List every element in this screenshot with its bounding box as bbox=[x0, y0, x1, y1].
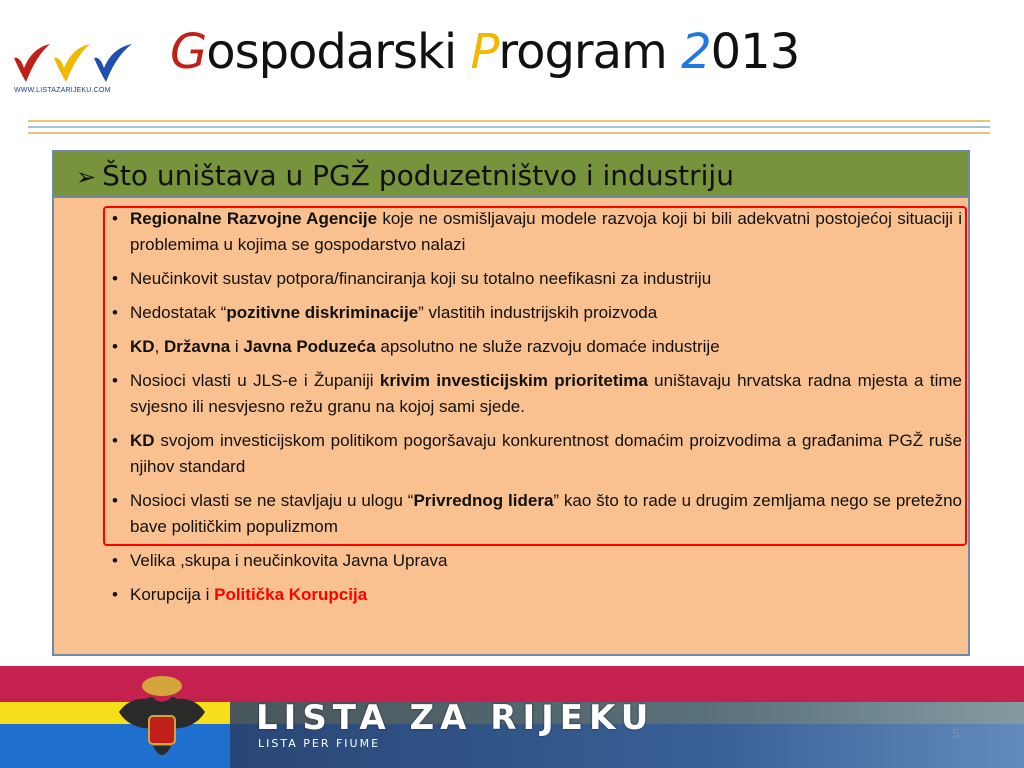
list-item: • KD svojom investicijskom politikom pogoršavaju konkurentnost domaćim proizvodima a građanima PGŽ ruše njihov standard bbox=[90, 428, 962, 480]
list-item: • Nosioci vlasti u JLS-e i Županiji krivim investicijskim prioritetima uništavaju hrvatska radna mjesta a time svjesno ili nesvjesno režu granu na kojoj sami sjede. bbox=[90, 368, 962, 420]
page-number: 5 bbox=[952, 726, 960, 741]
highlight-frame bbox=[103, 206, 967, 546]
page-title: Gospodarski Program 2013 bbox=[170, 24, 800, 80]
rijeka-coat-of-arms-icon bbox=[113, 672, 211, 766]
logo-url-text: WWW.LISTAZARIJEKU.COM bbox=[14, 87, 111, 94]
divider-line bbox=[28, 132, 990, 134]
arrow-bullet-icon: ➢ bbox=[76, 163, 97, 191]
list-item: • Velika ,skupa i neučinkovita Javna Uprava bbox=[90, 548, 962, 574]
divider-line bbox=[28, 120, 990, 122]
list-item: • Nosioci vlasti se ne stavljaju u ulogu “Privrednog lidera” kao što to rade u drugim zemljama nego se pretežno bave političkim populizmom bbox=[90, 488, 962, 540]
divider-line bbox=[28, 126, 990, 128]
list-item: • Neučinkovit sustav potpora/financiranja koji su totalno neefikasni za industriju bbox=[90, 266, 962, 292]
footer-subtitle: LISTA PER FIUME bbox=[258, 737, 381, 750]
list-item: • KD, Državna i Javna Poduzeća apsolutno ne služe razvoju domaće industrije bbox=[90, 334, 962, 360]
list-item: • Korupcija i Politička Korupcija bbox=[90, 582, 962, 608]
list-item: • Regionalne Razvojne Agencije koje ne osmišljavaju modele razvoja koji bi bili adekvatni postojećoj situaciji i problemima u kojima se gospodarstvo nalazi bbox=[90, 206, 962, 258]
footer-title: LISTA ZA RIJEKU bbox=[256, 698, 655, 738]
section-heading: ➢ Što uništava u PGŽ poduzetništvo i industriju bbox=[76, 159, 734, 192]
list-item: • Nedostatak “pozitivne diskriminacije” vlastitih industrijskih proizvoda bbox=[90, 300, 962, 326]
section-heading-bar bbox=[54, 152, 968, 198]
